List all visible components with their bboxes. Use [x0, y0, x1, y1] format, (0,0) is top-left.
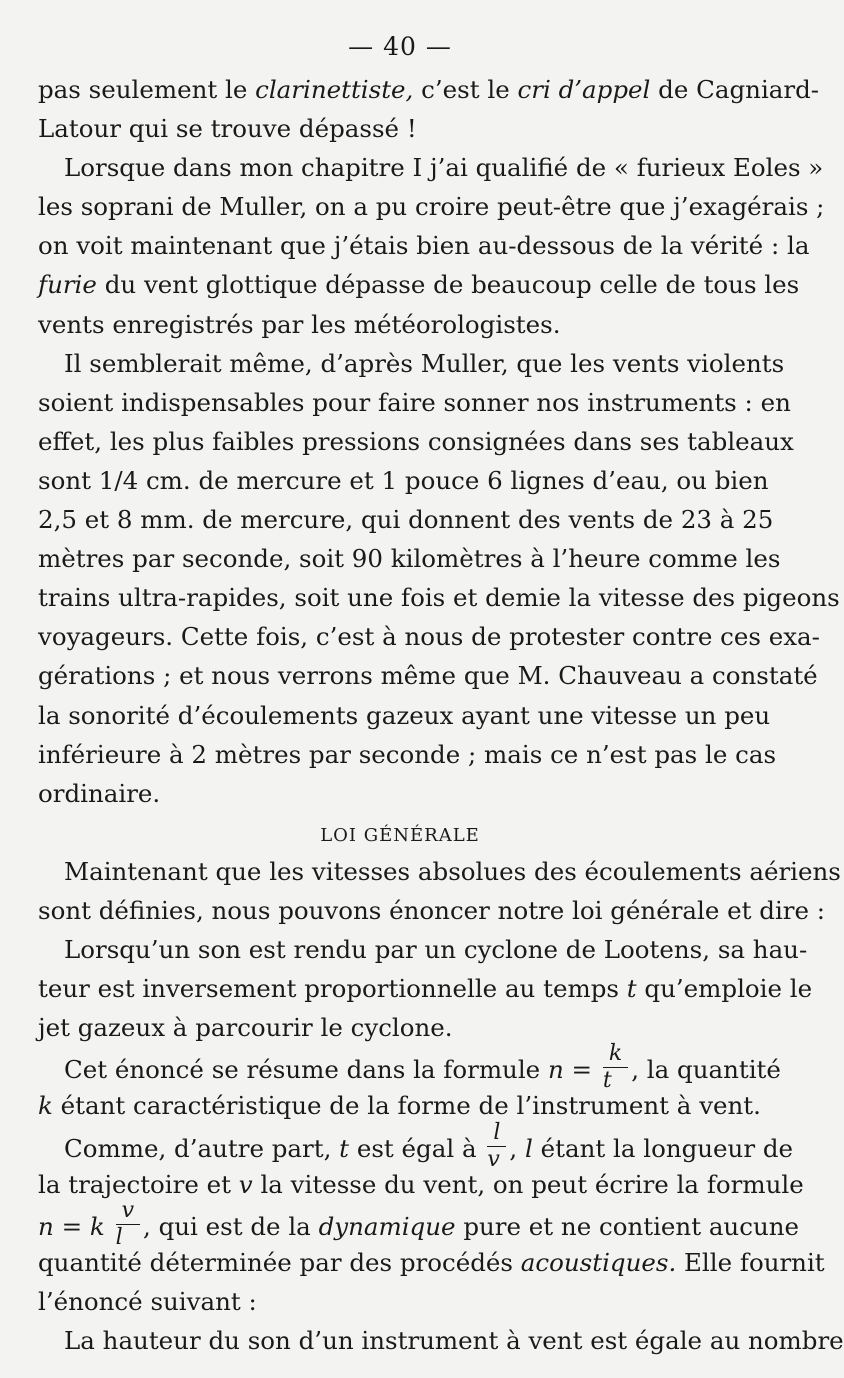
text-line: mètres par seconde, soit 90 kilomètres à l’heure comme les	[38, 544, 781, 574]
text-line: furie du vent glottique dépasse de beaucoup celle de tous les	[38, 270, 800, 300]
text-line: l’énoncé suivant :	[38, 1286, 257, 1316]
text-line: jet gazeux à parcourir le cyclone.	[38, 1013, 453, 1043]
text-line: la trajectoire et v la vitesse du vent, on peut écrire la formule	[38, 1169, 804, 1199]
text-line: pas seulement le clarinettiste, c’est le cri d’appel de Cagniard-	[38, 75, 820, 104]
body-text	[38, 70, 844, 1360]
text-line: vents enregistrés par les météorologistes.	[38, 309, 561, 339]
text-line: quantité déterminée par des procédés acoustiques. Elle fournit	[38, 1247, 825, 1277]
text-line: Il semblerait même, d’après Muller, que les vents violents	[64, 348, 785, 378]
text-line: gérations ; et nous verrons même que M. Chauveau a constaté	[38, 661, 818, 691]
text-line: effet, les plus faibles pressions consignées dans ses tableaux	[38, 426, 794, 456]
formula-fraction: $\frac{v}{l}$	[116, 1200, 140, 1249]
formula-line: Comme, d’autre part, t est égal à $\frac{l}{v}$ , l étant la longueur de	[64, 1119, 794, 1172]
formula-fraction: $\frac{k}{t}$	[603, 1043, 628, 1092]
formula-line: Cet énoncé se résume dans la formule n = $\frac{k}{t}$ , la quantité	[64, 1041, 781, 1094]
text-line: trains ultra-rapides, soit une fois et demie la vitesse des pigeons	[38, 583, 840, 613]
formula-line: n = k $\frac{v}{l}$ , qui est de la dynamique pure et ne contient aucune	[38, 1197, 799, 1250]
text-line: sont définies, nous pouvons énoncer notre loi générale et dire :	[38, 895, 826, 925]
text-line: sont 1/4 cm. de mercure et 1 pouce 6 lignes d’eau, ou bien	[38, 465, 769, 495]
text-line: k étant caractéristique de la forme de l’instrument à vent.	[38, 1091, 761, 1121]
formula-fraction: $\frac{l}{v}$	[487, 1122, 506, 1171]
text-line: Latour qui se trouve dépassé !	[38, 114, 417, 144]
text-line: 2,5 et 8 mm. de mercure, qui donnent des vents de 23 à 25	[38, 505, 774, 535]
page-number: — 40 —	[348, 32, 452, 61]
section-heading: LOI GÉNÉRALE	[320, 824, 480, 846]
text-line: Maintenant que les vitesses absolues des écoulements aériens	[64, 856, 841, 886]
text-line: les soprani de Muller, on a pu croire peut-être que j’exagérais ;	[38, 192, 825, 222]
text-line: la sonorité d’écoulements gazeux ayant une vitesse un peu	[38, 700, 771, 730]
text-line: ordinaire.	[38, 778, 161, 808]
text-line: Lorsque dans mon chapitre I j’ai qualifié de « furieux Eoles »	[64, 153, 824, 183]
text-line: teur est inversement proportionnelle au temps t qu’emploie le	[38, 974, 813, 1004]
text-line: inférieure à 2 mètres par seconde ; mais ce n’est pas le cas	[38, 739, 777, 769]
text-line: voyageurs. Cette fois, c’est à nous de protester contre ces exa-	[38, 622, 820, 652]
text-line: Lorsqu’un son est rendu par un cyclone de Lootens, sa hau-	[64, 935, 808, 965]
text-line: on voit maintenant que j’étais bien au-dessous de la vérité : la	[38, 231, 810, 261]
text-line: soient indispensables pour faire sonner nos instruments : en	[38, 387, 791, 417]
text-line: La hauteur du son d’un instrument à vent est égale au nombre	[64, 1326, 844, 1355]
